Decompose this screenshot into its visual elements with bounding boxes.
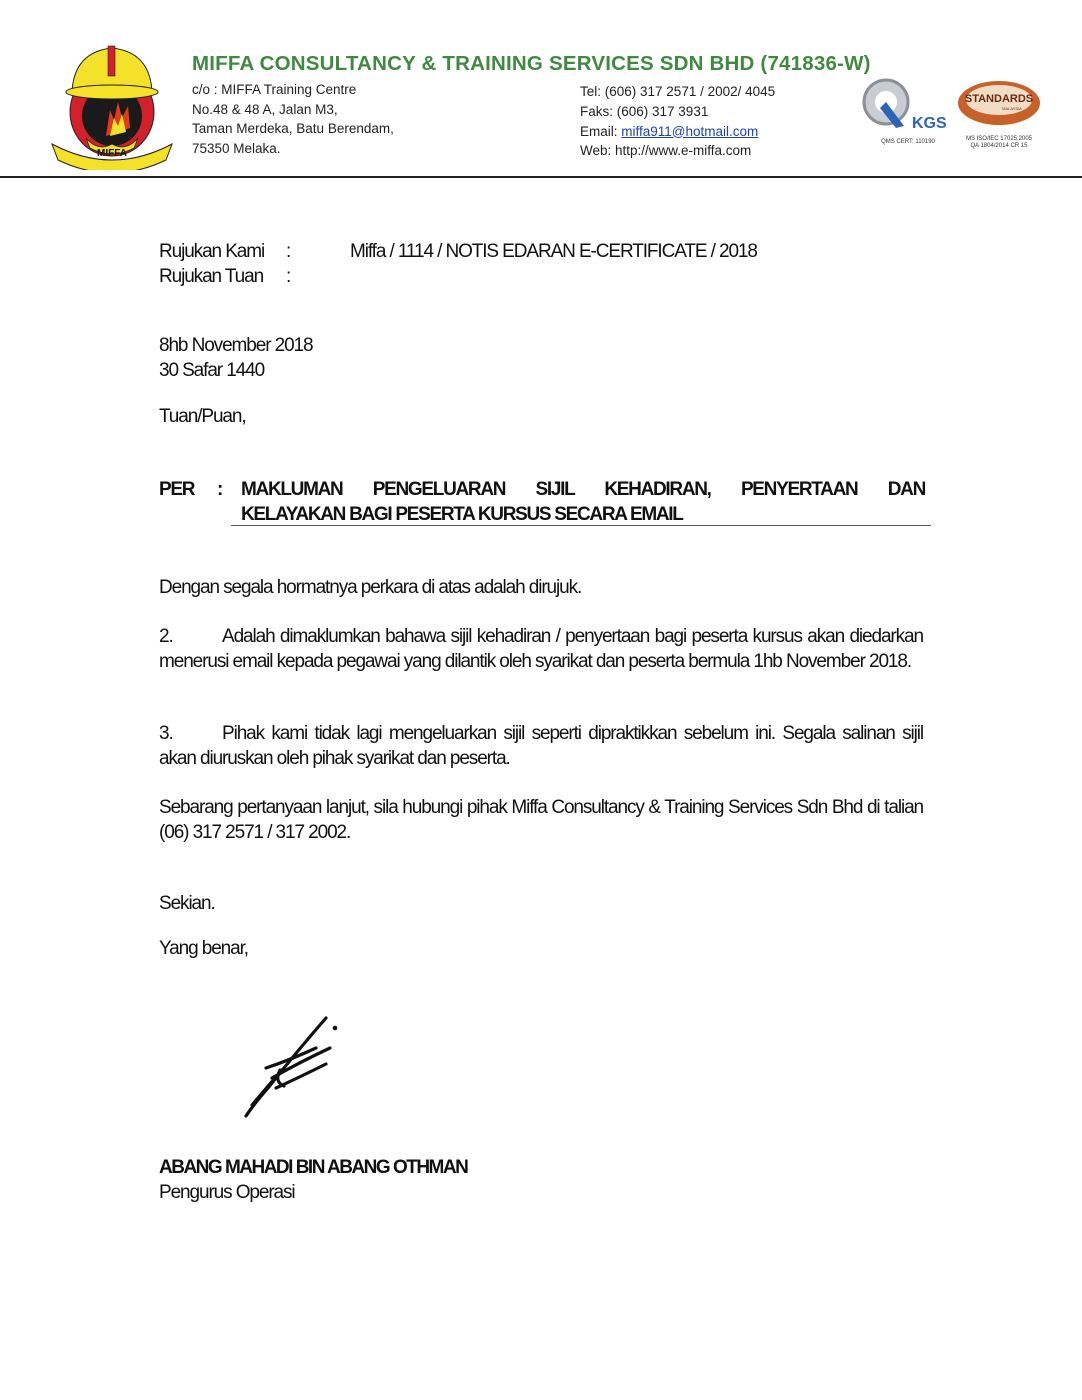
- email-label: Email:: [580, 123, 622, 139]
- signatory-name: ABANG MAHADI BIN ABANG OTHMAN: [159, 1157, 468, 1178]
- signature: [210, 990, 380, 1125]
- fax-line: Faks: (606) 317 3931: [580, 103, 709, 119]
- subject-underline: [231, 525, 931, 526]
- date-hijri: 30 Safar 1440: [159, 360, 265, 381]
- standards-logo-icon: [956, 78, 1042, 128]
- paragraph-2: [159, 625, 923, 674]
- paragraph-2-number: 2.: [159, 626, 173, 647]
- email-line: [580, 122, 775, 142]
- company-contact: [580, 82, 775, 161]
- tel-line: Tel: (606) 317 2571 / 2002/ 4045: [580, 84, 776, 99]
- subject-colon: :: [217, 479, 223, 500]
- address-line: No.48 & 48 A, Jalan M3,: [192, 101, 338, 117]
- ref-ours-value: Miffa / 1114 / NOTIS EDARAN E-CERTIFICATE / 2018: [350, 241, 757, 262]
- paragraph-3-number: 3.: [159, 723, 173, 744]
- contact-paragraph: Sebarang pertanyaan lanjut, sila hubungi pihak Miffa Consultancy & Training Services Sdn Bhd di talian (06) 317 2571 / 317 2002.: [159, 797, 923, 843]
- svg-text:MALAYSIA: MALAYSIA: [1002, 106, 1022, 111]
- address-line: Taman Merdeka, Batu Berendam,: [192, 121, 394, 136]
- subject-text: [241, 478, 925, 527]
- letterhead-divider: [0, 176, 1082, 178]
- standards-caption-2: QA 1804/2014 CR 15: [970, 143, 1028, 149]
- subject-label: PER: [159, 479, 195, 500]
- miffa-logo-icon: [48, 40, 176, 170]
- kgs-cert-logo: [856, 78, 960, 146]
- closing-yang-benar: Yang benar,: [159, 938, 248, 959]
- salutation: Tuan/Puan,: [159, 406, 246, 427]
- paragraph-2-text: Adalah dimaklumkan bahawa sijil kehadiran / penyertaan bagi peserta kursus akan diedarkan menerusi email kepada pegawai yang dilantik oleh syarikat dan peserta bermula 1hb November 2018.: [159, 626, 923, 672]
- company-address: [192, 80, 394, 158]
- intro-paragraph: Dengan segala hormatnya perkara di atas adalah dirujuk.: [159, 577, 582, 598]
- email-link[interactable]: miffa911@hotmail.com: [621, 123, 759, 139]
- signatory-title: Pengurus Operasi: [159, 1182, 295, 1203]
- ref-ours-colon: :: [286, 241, 291, 262]
- company-logo: [48, 40, 176, 170]
- ref-yours-label: Rujukan Tuan: [159, 266, 264, 287]
- svg-text:STANDARDS: STANDARDS: [964, 93, 1034, 105]
- standards-malaysia-logo: [956, 78, 1042, 150]
- svg-text:KGS: KGS: [912, 115, 947, 130]
- address-line: 75350 Melaka.: [192, 140, 281, 156]
- kgs-caption: QMS CERT: 110190: [881, 139, 935, 145]
- company-name: MIFFA CONSULTANCY & TRAINING SERVICES SDN BHD (741836-W): [192, 52, 871, 75]
- signature-icon: [210, 990, 380, 1125]
- kgs-logo-icon: [856, 78, 960, 130]
- svg-text:MIFFA: MIFFA: [97, 148, 127, 159]
- paragraph-3-text: Pihak kami tidak lagi mengeluarkan sijil seperti dipraktikkan sebelum ini. Segala salinan sijil akan diuruskan oleh pihak syarikat dan peserta.: [159, 723, 923, 769]
- paragraph-3: [159, 722, 923, 771]
- standards-caption-1: MS ISO/IEC 17025:2005: [965, 136, 1033, 142]
- subject-line-2: KELAYAKAN BAGI PESERTA KURSUS SECARA EMAIL: [241, 503, 683, 525]
- date-gregorian: 8hb November 2018: [159, 335, 313, 356]
- closing-sekian: Sekian.: [159, 893, 215, 914]
- ref-ours-label: Rujukan Kami: [159, 241, 265, 262]
- web-line: Web: http://www.e-miffa.com: [580, 143, 752, 159]
- address-line: c/o : MIFFA Training Centre: [192, 82, 357, 97]
- ref-yours-colon: :: [286, 266, 291, 287]
- subject-line-1: MAKLUMAN PENGELUARAN SIJIL KEHADIRAN, PENYERTAAN DAN: [241, 479, 925, 500]
